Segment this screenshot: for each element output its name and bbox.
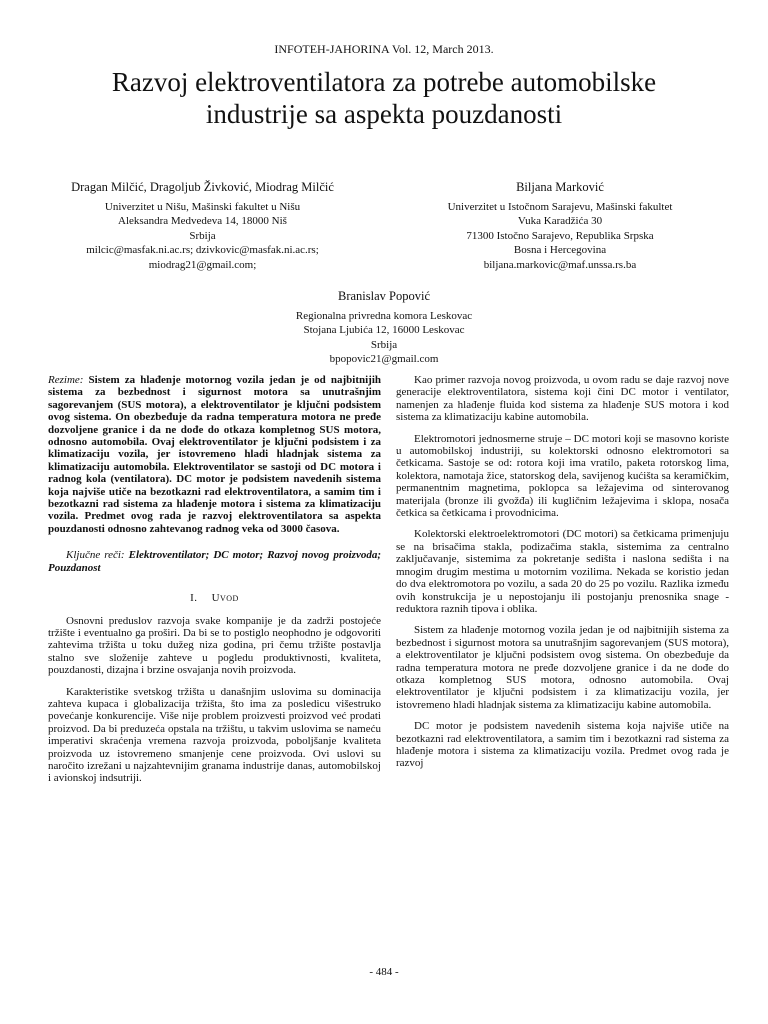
section-number: I. [190,592,198,605]
email-line: milcic@masfak.ni.ac.rs; dzivkovic@masfak.ni.ac.rs; [86,244,319,256]
body-paragraph: Kao primer razvoja novog proizvoda, u ovom radu se daje razvoj nove generacije elektroventilatora, sistema koji čini DC motor i ventilator, namenjen za hlađenje fluida kod sistema za hlađenje SUS motora i kod sistema za klimatizaciju kabine automobila. [396,374,729,424]
abstract-text: Sistem za hlađenje motornog vozila jedan je od najbitnijih sistema za bezbednost i sigurnost motora sa unutrašnjim sagorevanjem (SUS motora), a elektroventilator je ključni podsistem ovog sistema. On obezbeđuje da radna temperatura motora ne pređe dozvoljene granice i da ne dođe do otkaza kompletnog SUS motora, odnosno automobila. Ovaj elektroventilator je ključni podsistem i za klimatizaciju vozila, jer istovremeno hladi hladnjak sistema za klimatizaciju automobila. Elektroventilator se sastoji od DC motora i radnog kola (ventilatora). DC motor je podsistem navedenih sistema koja najviše utiče na bezotkazni rad elektroventilatora, a samim tim i bezotkazni rad sistema za hlađenje motora i sistema za klimatizaciju vozila. Predmet ovog rada je razvoj elektroventilatora sa aspekta pouzdanosti odnosno zahtevanog radnog veka od 3000 časova. [48,374,382,535]
address-line: 71300 Istočno Sarajevo, Republika Srpska [466,229,654,242]
conference-header: INFOTEH-JAHORINA Vol. 12, March 2013. [274,42,494,56]
keywords-label: Ključne reči: [66,549,125,562]
paper-title [30,66,738,130]
author-names: Biljana Marković [516,180,604,194]
affiliation-line: Univerzitet u Nišu, Mašinski fakultet u Nišu [104,200,301,213]
abstract [48,374,381,535]
email-line: bpopovic21@gmail.com [329,353,439,365]
email-line: biljana.markovic@maf.unssa.rs.ba [483,258,637,271]
affiliation-line: Regionalna privredna komora Leskovac [295,309,473,322]
address-line: Aleksandra Medvedeva 14, 18000 Niš [118,215,287,227]
keywords-text: Elektroventilator; DC motor; Razvoj novog proizvoda; Pouzdanost [48,549,381,574]
abstract-label: Rezime: [48,374,84,386]
address-line: Vuka Karadžića 30 [517,215,603,227]
title-line-1: Razvoj elektroventilatora za potrebe automobilske [111,67,657,97]
body-paragraph: Kolektorski elektroelektromotori (DC motori) sa četkicama primenjuju se na brisačima stakla, podizačima stakla, sistemima za centralno zaključavanje, sistemima za pokretanje sedišta i naslona sedišta i na mnogim drugim mestima u motornim vozilima. Nekada se koristio jedan do dva elektromotora po vozilu, a sada 20 do 25 po vozilu. Razlika između ovih konstrukcija je u nepostojanju ili postojanju prenosnika snage - reduktora raznih tipova i oblika. [396,528,729,615]
author-block-1 [40,180,365,272]
country-line: Srbija [189,229,216,242]
email-line: miodrag21@gmail.com; [148,258,257,271]
affiliation-line: Univerzitet u Istočnom Sarajevu, Mašinski fakultet [447,200,673,213]
author-names: Dragan Milčić, Dragoljub Živković, Miodrag Milčić [71,180,334,194]
left-column [48,374,381,794]
country-line: Bosna i Hercegovina [513,244,607,256]
author-names: Branislav Popović [337,289,430,303]
body-paragraph: Elektromotori jednosmerne struje – DC motori koji se masovno koriste u automobilskoj industriji, su kolektorski odnosno elektromotori sa četkicama. Sastoje se od: rotora koji ima vratilo, paketa rotorskog lima, kolektora, namotaja žice, statorskog dela, savijenog kućišta sa keramičkim, permanentnim magnetima, poklopca sa ležajevima od sinterovanog materijala (bronze ili gvožđa) ili kugličnim ležajevima i sklopa, nosača četkica sa četkicama i provodnicima. [396,432,729,520]
body-paragraph: Karakteristike svetskog tržišta u današnjim uslovima su dominacija zahteva kupaca i globalizacija tržišta, što ima za posledicu višestruko povećanje konkurencije. Više nije problem proizvesti proizvod već prodati proizvod. Da bi preduzeća opstala na tržištu, u takvim uslovima se nameću imperativi skraćenja vremena razvoja proizvoda, poboljšanje kvaliteta proizvoda uz istovremeno smanjenje cene proizvoda. Ovi uslovi su naročito izrežani u najzahtevnijim granama industrije danas, automobilskoj i avionskoj indsutriji. [48,685,381,785]
page-number: - 484 - [369,966,399,978]
country-line: Srbija [370,338,398,351]
section-title: Uvod [211,592,239,605]
keywords [48,549,381,574]
title-line-2: industrije sa aspekta pouzdanosti [205,99,563,129]
body-paragraph: DC motor je podsistem navedenih sistema koja najviše utiče na bezotkazni rad elektroventilatora, a samim tim i bezotkazni rad sistema za hlađenje motora i sistema za klimatizaciju vozila. Predmet ovog rada je razvoj [396,720,729,770]
address-line: Stojana Ljubića 12, 16000 Leskovac [303,324,465,336]
body-paragraph: Osnovni preduslov razvoja svake kompanije je da zadrži postojeće tržište i eventualno ga proširi. Da bi se to postiglo neophodno je odgovoriti zahtevima tržišta u toku dužeg niza godina, pri čemu tržište postavlja stalno sve složenije zahteve u pogledu produktivnosti, kvaliteta, pouzdanosti, dizajna i brzine osvajanja novih proizvoda. [48,614,381,677]
author-block-2 [395,180,725,272]
right-column [396,374,729,779]
author-block-3 [234,289,534,367]
section-heading [48,592,381,604]
body-paragraph: Sistem za hlađenje motornog vozila jedan je od najbitnijih sistema za bezbednost i sigurnost motora sa unutrašnjim sagorevanjem (SUS motora), a elektroventilator je ključni podsistem ovog sistema. On obezbeđuje da radna temperatura motora ne pređe dozvoljene granice i da ne dođe do otkaza kompletnog SUS motora, odnosno automobila. Ovaj elektroventilator je ključni podsistem i za klimatizaciju vozila, jer istovremeno hladi hladnjak sistema za klimatizaciju kabine automobila. [396,624,729,711]
